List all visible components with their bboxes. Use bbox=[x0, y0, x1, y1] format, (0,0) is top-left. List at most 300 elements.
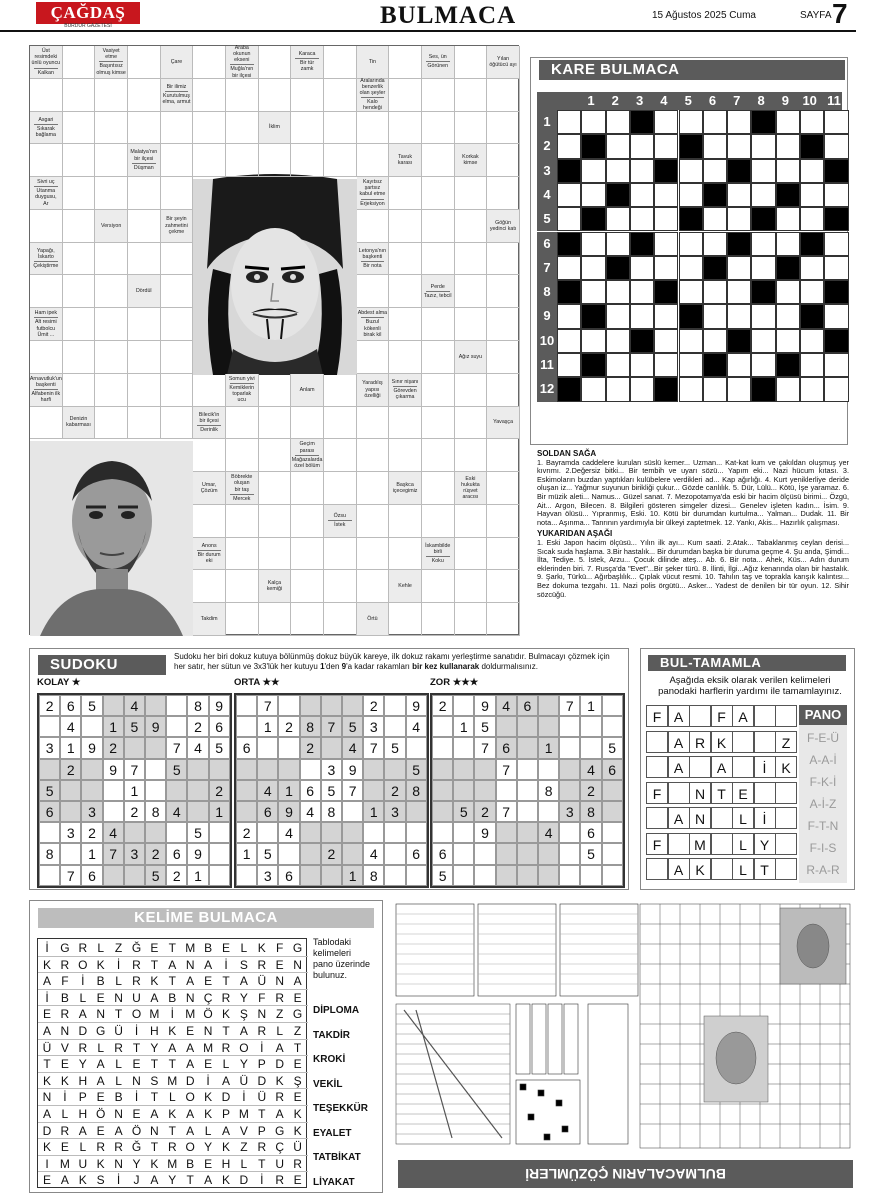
word-search-letter[interactable]: A bbox=[168, 957, 177, 972]
crossword-cell[interactable] bbox=[161, 308, 194, 341]
crossword-cell[interactable] bbox=[455, 112, 488, 145]
bul-tamamla-cell[interactable] bbox=[775, 833, 797, 855]
word-search-letter[interactable]: P bbox=[221, 1107, 230, 1121]
sudoku-cell[interactable] bbox=[145, 759, 166, 780]
kare-cell[interactable] bbox=[776, 159, 800, 183]
kare-cell[interactable] bbox=[703, 377, 727, 401]
sudoku-cell[interactable] bbox=[145, 737, 166, 758]
word-search-letter[interactable]: B bbox=[114, 1090, 123, 1105]
crossword-cell[interactable] bbox=[324, 144, 357, 177]
word-search-letter[interactable]: R bbox=[60, 1007, 70, 1022]
kare-cell[interactable] bbox=[727, 110, 751, 134]
kare-cell[interactable] bbox=[630, 207, 654, 231]
kare-cell[interactable] bbox=[606, 304, 630, 328]
word-search-letter[interactable]: K bbox=[96, 957, 105, 972]
sudoku-cell[interactable] bbox=[432, 759, 453, 780]
crossword-cell[interactable] bbox=[422, 570, 455, 603]
crossword-cell[interactable] bbox=[324, 538, 357, 571]
crossword-cell[interactable] bbox=[357, 407, 390, 440]
crossword-cell[interactable] bbox=[128, 79, 161, 112]
sudoku-cell[interactable] bbox=[406, 737, 427, 758]
crossword-cell[interactable] bbox=[128, 177, 161, 210]
sudoku-cell[interactable] bbox=[39, 822, 60, 843]
word-search-letter[interactable]: J bbox=[133, 1173, 140, 1188]
word-search-letter[interactable]: T bbox=[150, 957, 159, 972]
crossword-cell[interactable] bbox=[455, 603, 488, 636]
sudoku-cell[interactable] bbox=[257, 737, 278, 758]
sudoku-cell[interactable] bbox=[257, 822, 278, 843]
word-search-letter[interactable]: A bbox=[42, 974, 51, 989]
kare-cell[interactable] bbox=[630, 159, 654, 183]
crossword-cell[interactable] bbox=[226, 144, 259, 177]
crossword-cell[interactable] bbox=[389, 341, 422, 374]
sudoku-cell[interactable] bbox=[300, 843, 321, 864]
sudoku-cell[interactable] bbox=[236, 801, 257, 822]
crossword-cell[interactable] bbox=[291, 603, 324, 636]
sudoku-cell[interactable] bbox=[453, 822, 474, 843]
crossword-cell[interactable] bbox=[389, 46, 422, 79]
word-search-letter[interactable]: E bbox=[96, 990, 105, 1005]
word-search-letter[interactable]: Y bbox=[78, 1057, 87, 1072]
crossword-cell[interactable] bbox=[422, 472, 455, 505]
bul-tamamla-cell[interactable] bbox=[668, 782, 690, 804]
crossword-cell[interactable] bbox=[487, 144, 520, 177]
sudoku-cell[interactable] bbox=[209, 865, 230, 886]
word-search-letter[interactable]: B bbox=[60, 990, 69, 1005]
sudoku-cell[interactable] bbox=[384, 865, 405, 886]
kare-cell[interactable] bbox=[727, 134, 751, 158]
word-search-letter[interactable]: N bbox=[132, 1073, 141, 1088]
word-search-letter[interactable]: R bbox=[275, 990, 285, 1005]
word-search-letter[interactable]: L bbox=[240, 941, 248, 955]
kare-cell[interactable] bbox=[751, 329, 775, 353]
word-search-letter[interactable]: Z bbox=[114, 941, 123, 955]
sudoku-cell[interactable] bbox=[81, 759, 102, 780]
bul-tamamla-cell[interactable] bbox=[754, 782, 776, 804]
sudoku-cell[interactable] bbox=[384, 759, 405, 780]
crossword-cell[interactable] bbox=[63, 144, 96, 177]
sudoku-cell[interactable] bbox=[321, 865, 342, 886]
word-search-letter[interactable]: D bbox=[185, 1073, 195, 1088]
crossword-cell[interactable] bbox=[259, 472, 292, 505]
word-search-letter[interactable]: G bbox=[96, 1024, 106, 1038]
crossword-cell[interactable] bbox=[422, 112, 455, 145]
kare-cell[interactable] bbox=[606, 159, 630, 183]
sudoku-cell[interactable] bbox=[538, 801, 559, 822]
word-search-letter[interactable]: A bbox=[150, 1173, 159, 1188]
kare-cell[interactable] bbox=[679, 280, 703, 304]
bul-tamamla-cell[interactable] bbox=[646, 756, 668, 778]
sudoku-cell[interactable] bbox=[538, 843, 559, 864]
kare-cell[interactable] bbox=[776, 280, 800, 304]
word-search-letter[interactable]: K bbox=[42, 1140, 51, 1155]
word-search-letter[interactable]: E bbox=[275, 957, 284, 972]
crossword-cell[interactable] bbox=[259, 603, 292, 636]
word-search-letter[interactable]: E bbox=[204, 1156, 213, 1171]
sudoku-cell[interactable] bbox=[187, 780, 208, 801]
sudoku-cell[interactable] bbox=[103, 780, 124, 801]
sudoku-cell[interactable] bbox=[406, 865, 427, 886]
kare-cell[interactable] bbox=[630, 377, 654, 401]
word-search-letter[interactable]: İ bbox=[134, 1024, 139, 1038]
crossword-cell[interactable] bbox=[357, 210, 390, 243]
sudoku-cell[interactable] bbox=[278, 737, 299, 758]
crossword-cell[interactable] bbox=[63, 374, 96, 407]
kare-cell[interactable] bbox=[606, 353, 630, 377]
sudoku-cell[interactable] bbox=[453, 780, 474, 801]
crossword-cell[interactable] bbox=[389, 439, 422, 472]
word-search-letter[interactable]: N bbox=[185, 990, 195, 1005]
crossword-cell[interactable] bbox=[291, 505, 324, 538]
sudoku-cell[interactable] bbox=[145, 780, 166, 801]
word-search-letter[interactable]: K bbox=[78, 1173, 87, 1188]
sudoku-cell[interactable] bbox=[496, 822, 517, 843]
crossword-cell[interactable] bbox=[128, 341, 161, 374]
crossword-cell[interactable] bbox=[455, 275, 488, 308]
kare-cell[interactable] bbox=[727, 207, 751, 231]
kare-cell[interactable] bbox=[703, 280, 727, 304]
crossword-cell[interactable] bbox=[95, 275, 128, 308]
sudoku-cell[interactable] bbox=[321, 737, 342, 758]
sudoku-cell[interactable] bbox=[559, 822, 580, 843]
sudoku-cell[interactable] bbox=[300, 822, 321, 843]
word-search-letter[interactable]: F bbox=[61, 974, 69, 989]
kare-cell[interactable] bbox=[654, 110, 678, 134]
sudoku-cell[interactable] bbox=[39, 716, 60, 737]
kare-cell[interactable] bbox=[824, 304, 848, 328]
crossword-cell[interactable] bbox=[226, 407, 259, 440]
crossword-cell[interactable] bbox=[95, 308, 128, 341]
word-search-letter[interactable]: K bbox=[150, 974, 159, 989]
word-search-letter[interactable]: R bbox=[114, 1140, 123, 1155]
word-search-letter[interactable]: N bbox=[96, 1007, 106, 1022]
kare-cell[interactable] bbox=[581, 329, 605, 353]
word-search-letter[interactable]: L bbox=[79, 990, 87, 1005]
word-search-letter[interactable]: E bbox=[204, 1057, 213, 1072]
word-search-letter[interactable]: T bbox=[168, 1123, 176, 1138]
crossword-cell[interactable] bbox=[161, 407, 194, 440]
crossword-cell[interactable] bbox=[30, 341, 63, 374]
word-search-letter[interactable]: K bbox=[293, 1107, 302, 1121]
sudoku-cell[interactable] bbox=[166, 695, 187, 716]
crossword-cell[interactable] bbox=[128, 46, 161, 79]
kare-cell[interactable] bbox=[824, 377, 848, 401]
word-search-letter[interactable]: N bbox=[114, 990, 123, 1005]
crossword-cell[interactable] bbox=[226, 505, 259, 538]
crossword-cell[interactable] bbox=[324, 112, 357, 145]
word-search-letter[interactable]: U bbox=[275, 1156, 285, 1171]
kare-cell[interactable] bbox=[751, 134, 775, 158]
crossword-cell[interactable] bbox=[63, 177, 96, 210]
sudoku-cell[interactable] bbox=[81, 716, 102, 737]
word-search-letter[interactable]: E bbox=[60, 1057, 69, 1072]
crossword-cell[interactable] bbox=[161, 374, 194, 407]
sudoku-cell[interactable] bbox=[517, 865, 538, 886]
word-search-letter[interactable]: Z bbox=[293, 1024, 302, 1038]
sudoku-cell[interactable] bbox=[236, 865, 257, 886]
word-search-letter[interactable]: İ bbox=[206, 1073, 210, 1088]
word-search-letter[interactable]: O bbox=[131, 1007, 142, 1022]
crossword-cell[interactable] bbox=[422, 308, 455, 341]
crossword-cell[interactable] bbox=[422, 603, 455, 636]
word-search-letter[interactable]: K bbox=[42, 1073, 51, 1088]
word-search-letter[interactable]: N bbox=[150, 1123, 159, 1138]
word-search-letter[interactable]: T bbox=[293, 1040, 302, 1055]
word-search-letter[interactable]: A bbox=[186, 1123, 195, 1138]
word-search-letter[interactable]: İ bbox=[170, 1007, 174, 1022]
sudoku-cell[interactable] bbox=[145, 822, 166, 843]
crossword-cell[interactable] bbox=[161, 177, 194, 210]
word-search-letter[interactable]: G bbox=[292, 941, 303, 955]
word-search-letter[interactable]: T bbox=[168, 974, 176, 989]
word-search-letter[interactable]: L bbox=[276, 1024, 284, 1038]
word-search-letter[interactable]: A bbox=[221, 1073, 230, 1088]
word-search-letter[interactable]: M bbox=[185, 941, 196, 955]
kare-cell[interactable] bbox=[824, 232, 848, 256]
kare-cell[interactable] bbox=[824, 183, 848, 207]
crossword-cell[interactable] bbox=[95, 243, 128, 276]
sudoku-cell[interactable] bbox=[342, 822, 363, 843]
sudoku-cell[interactable] bbox=[474, 843, 495, 864]
kare-cell[interactable] bbox=[581, 159, 605, 183]
crossword-cell[interactable] bbox=[357, 144, 390, 177]
word-search-letter[interactable]: İ bbox=[224, 957, 228, 972]
crossword-cell[interactable] bbox=[324, 79, 357, 112]
word-search-letter[interactable]: Ü bbox=[257, 974, 267, 989]
sudoku-cell[interactable] bbox=[187, 759, 208, 780]
word-search-letter[interactable]: D bbox=[257, 1073, 267, 1088]
crossword-cell[interactable] bbox=[357, 505, 390, 538]
crossword-cell[interactable] bbox=[422, 79, 455, 112]
sudoku-cell[interactable] bbox=[602, 843, 623, 864]
word-search-letter[interactable]: K bbox=[96, 1156, 105, 1171]
crossword-cell[interactable] bbox=[455, 538, 488, 571]
crossword-cell[interactable] bbox=[487, 374, 520, 407]
word-search-letter[interactable]: B bbox=[204, 941, 213, 955]
sudoku-cell[interactable] bbox=[602, 695, 623, 716]
bul-tamamla-cell[interactable] bbox=[646, 807, 668, 829]
word-search-letter[interactable]: T bbox=[168, 1057, 176, 1072]
sudoku-cell[interactable] bbox=[538, 716, 559, 737]
crossword-cell[interactable] bbox=[291, 144, 324, 177]
kare-cell[interactable] bbox=[557, 353, 581, 377]
crossword-cell[interactable] bbox=[95, 407, 128, 440]
word-search-letter[interactable]: L bbox=[61, 1107, 69, 1121]
kare-cell[interactable] bbox=[654, 232, 678, 256]
word-search-letter[interactable]: M bbox=[167, 1156, 178, 1171]
sudoku-cell[interactable] bbox=[166, 716, 187, 737]
word-search-letter[interactable]: L bbox=[204, 1123, 212, 1138]
bul-tamamla-cell[interactable] bbox=[668, 833, 690, 855]
word-search-letter[interactable]: T bbox=[186, 1173, 194, 1188]
kare-cell[interactable] bbox=[654, 329, 678, 353]
crossword-cell[interactable] bbox=[161, 144, 194, 177]
crossword-cell[interactable] bbox=[324, 472, 357, 505]
word-search-letter[interactable]: R bbox=[78, 941, 88, 955]
crossword-cell[interactable] bbox=[389, 243, 422, 276]
sudoku-cell[interactable] bbox=[580, 737, 601, 758]
word-search-letter[interactable]: L bbox=[168, 1090, 176, 1105]
word-search-letter[interactable]: A bbox=[186, 1040, 195, 1055]
kare-cell[interactable] bbox=[654, 304, 678, 328]
sudoku-cell[interactable] bbox=[363, 822, 384, 843]
crossword-cell[interactable] bbox=[95, 177, 128, 210]
kare-cell[interactable] bbox=[606, 377, 630, 401]
sudoku-cell[interactable] bbox=[236, 759, 257, 780]
word-search-letter[interactable]: R bbox=[114, 1040, 123, 1055]
sudoku-cell[interactable] bbox=[103, 801, 124, 822]
sudoku-cell[interactable] bbox=[432, 737, 453, 758]
word-search-letter[interactable]: A bbox=[78, 1123, 87, 1138]
kare-cell[interactable] bbox=[703, 110, 727, 134]
kare-cell[interactable] bbox=[776, 377, 800, 401]
kare-cell[interactable] bbox=[557, 329, 581, 353]
sudoku-cell[interactable] bbox=[278, 695, 299, 716]
word-search-letter[interactable]: T bbox=[222, 1024, 230, 1038]
word-search-letter[interactable]: L bbox=[222, 1057, 230, 1072]
word-search-letter[interactable]: P bbox=[78, 1090, 87, 1105]
word-search-letter[interactable]: A bbox=[150, 990, 159, 1005]
word-search-letter[interactable]: E bbox=[42, 1173, 51, 1188]
word-search-letter[interactable]: K bbox=[257, 941, 266, 955]
crossword-cell[interactable] bbox=[422, 243, 455, 276]
word-search-letter[interactable]: U bbox=[132, 990, 141, 1005]
kare-cell[interactable] bbox=[557, 304, 581, 328]
word-search-letter[interactable]: D bbox=[239, 1173, 249, 1188]
word-search-letter[interactable]: M bbox=[238, 1107, 249, 1121]
word-search-letter[interactable]: A bbox=[275, 1107, 284, 1121]
word-search-letter[interactable]: F bbox=[258, 990, 266, 1005]
crossword-cell[interactable] bbox=[63, 79, 96, 112]
word-search-letter[interactable]: T bbox=[168, 941, 176, 955]
word-search-letter[interactable]: Ü bbox=[42, 1040, 52, 1055]
crossword-cell[interactable] bbox=[357, 570, 390, 603]
crossword-cell[interactable] bbox=[193, 144, 226, 177]
kare-cell[interactable] bbox=[679, 377, 703, 401]
bul-tamamla-cell[interactable] bbox=[689, 705, 711, 727]
word-search-letter[interactable]: A bbox=[96, 1057, 105, 1072]
word-search-letter[interactable]: E bbox=[150, 941, 159, 955]
sudoku-cell[interactable] bbox=[538, 695, 559, 716]
sudoku-cell[interactable] bbox=[538, 759, 559, 780]
crossword-cell[interactable] bbox=[324, 374, 357, 407]
kare-cell[interactable] bbox=[557, 134, 581, 158]
word-search-letter[interactable]: Ş bbox=[239, 1007, 248, 1022]
kare-cell[interactable] bbox=[557, 110, 581, 134]
sudoku-cell[interactable] bbox=[300, 695, 321, 716]
kare-cell[interactable] bbox=[606, 110, 630, 134]
word-search-letter[interactable]: Ş bbox=[293, 1073, 302, 1088]
sudoku-cell[interactable] bbox=[496, 780, 517, 801]
word-search-letter[interactable]: N bbox=[114, 1107, 123, 1121]
crossword-cell[interactable] bbox=[389, 308, 422, 341]
kare-cell[interactable] bbox=[630, 280, 654, 304]
sudoku-cell[interactable] bbox=[278, 759, 299, 780]
crossword-cell[interactable] bbox=[128, 243, 161, 276]
sudoku-cell[interactable] bbox=[236, 780, 257, 801]
word-search-letter[interactable]: I bbox=[45, 1156, 49, 1171]
word-search-letter[interactable]: N bbox=[60, 1024, 70, 1038]
word-search-letter[interactable]: R bbox=[60, 957, 70, 972]
sudoku-cell[interactable] bbox=[209, 822, 230, 843]
word-search-letter[interactable]: O bbox=[78, 957, 88, 972]
word-search-letter[interactable]: E bbox=[293, 1090, 302, 1105]
crossword-cell[interactable] bbox=[324, 46, 357, 79]
kare-cell[interactable] bbox=[557, 183, 581, 207]
word-search-letter[interactable]: E bbox=[204, 974, 213, 989]
word-search-letter[interactable]: U bbox=[78, 1156, 88, 1171]
sudoku-cell[interactable] bbox=[363, 780, 384, 801]
crossword-cell[interactable] bbox=[30, 275, 63, 308]
word-search-letter[interactable]: T bbox=[222, 974, 230, 989]
crossword-cell[interactable] bbox=[487, 112, 520, 145]
crossword-cell[interactable] bbox=[30, 144, 63, 177]
word-search-letter[interactable]: A bbox=[78, 1007, 87, 1022]
crossword-cell[interactable] bbox=[63, 275, 96, 308]
word-search-letter[interactable]: K bbox=[168, 1107, 177, 1121]
word-search-letter[interactable]: B bbox=[186, 1156, 195, 1171]
kare-cell[interactable] bbox=[751, 183, 775, 207]
crossword-cell[interactable] bbox=[226, 79, 259, 112]
word-search-letter[interactable]: İ bbox=[45, 941, 49, 955]
kare-cell[interactable] bbox=[727, 256, 751, 280]
word-search-letter[interactable]: Ö bbox=[96, 1107, 106, 1121]
kare-cell[interactable] bbox=[703, 329, 727, 353]
kare-cell[interactable] bbox=[800, 256, 824, 280]
sudoku-cell[interactable] bbox=[236, 695, 257, 716]
crossword-cell[interactable] bbox=[422, 177, 455, 210]
crossword-cell[interactable] bbox=[63, 210, 96, 243]
word-search-letter[interactable]: R bbox=[78, 1040, 88, 1055]
word-search-letter[interactable]: A bbox=[150, 1107, 159, 1121]
sudoku-cell[interactable] bbox=[60, 843, 81, 864]
crossword-cell[interactable] bbox=[455, 210, 488, 243]
word-search-letter[interactable]: A bbox=[168, 1040, 177, 1055]
sudoku-cell[interactable] bbox=[602, 801, 623, 822]
crossword-cell[interactable] bbox=[389, 210, 422, 243]
crossword-cell[interactable] bbox=[357, 341, 390, 374]
word-search-letter[interactable]: R bbox=[257, 1140, 267, 1155]
word-search-letter[interactable]: T bbox=[150, 1057, 159, 1072]
word-search-letter[interactable]: R bbox=[96, 1140, 106, 1155]
crossword-cell[interactable] bbox=[259, 144, 292, 177]
sudoku-cell[interactable] bbox=[474, 865, 495, 886]
sudoku-cell[interactable] bbox=[384, 716, 405, 737]
word-search-letter[interactable]: R bbox=[132, 974, 141, 989]
crossword-cell[interactable] bbox=[487, 603, 520, 636]
word-search-letter[interactable]: E bbox=[132, 1057, 141, 1072]
word-search-letter[interactable]: R bbox=[221, 1040, 231, 1055]
word-search-letter[interactable]: A bbox=[186, 1057, 195, 1072]
crossword-cell[interactable] bbox=[324, 603, 357, 636]
word-search-letter[interactable]: İ bbox=[116, 957, 121, 972]
word-search-letter[interactable]: O bbox=[239, 1040, 249, 1055]
crossword-cell[interactable] bbox=[487, 79, 520, 112]
sudoku-cell[interactable] bbox=[559, 737, 580, 758]
sudoku-cell[interactable] bbox=[496, 716, 517, 737]
kare-cell[interactable] bbox=[606, 329, 630, 353]
crossword-cell[interactable] bbox=[95, 144, 128, 177]
word-search-letter[interactable]: K bbox=[275, 1073, 284, 1088]
kare-cell[interactable] bbox=[606, 280, 630, 304]
word-search-letter[interactable]: E bbox=[60, 1140, 69, 1155]
word-search-letter[interactable]: E bbox=[293, 1173, 302, 1188]
bul-tamamla-cell[interactable] bbox=[711, 807, 733, 829]
kare-cell[interactable] bbox=[800, 353, 824, 377]
crossword-cell[interactable] bbox=[324, 407, 357, 440]
word-search-letter[interactable]: A bbox=[275, 1040, 284, 1055]
word-search-letter[interactable]: R bbox=[167, 1140, 177, 1155]
